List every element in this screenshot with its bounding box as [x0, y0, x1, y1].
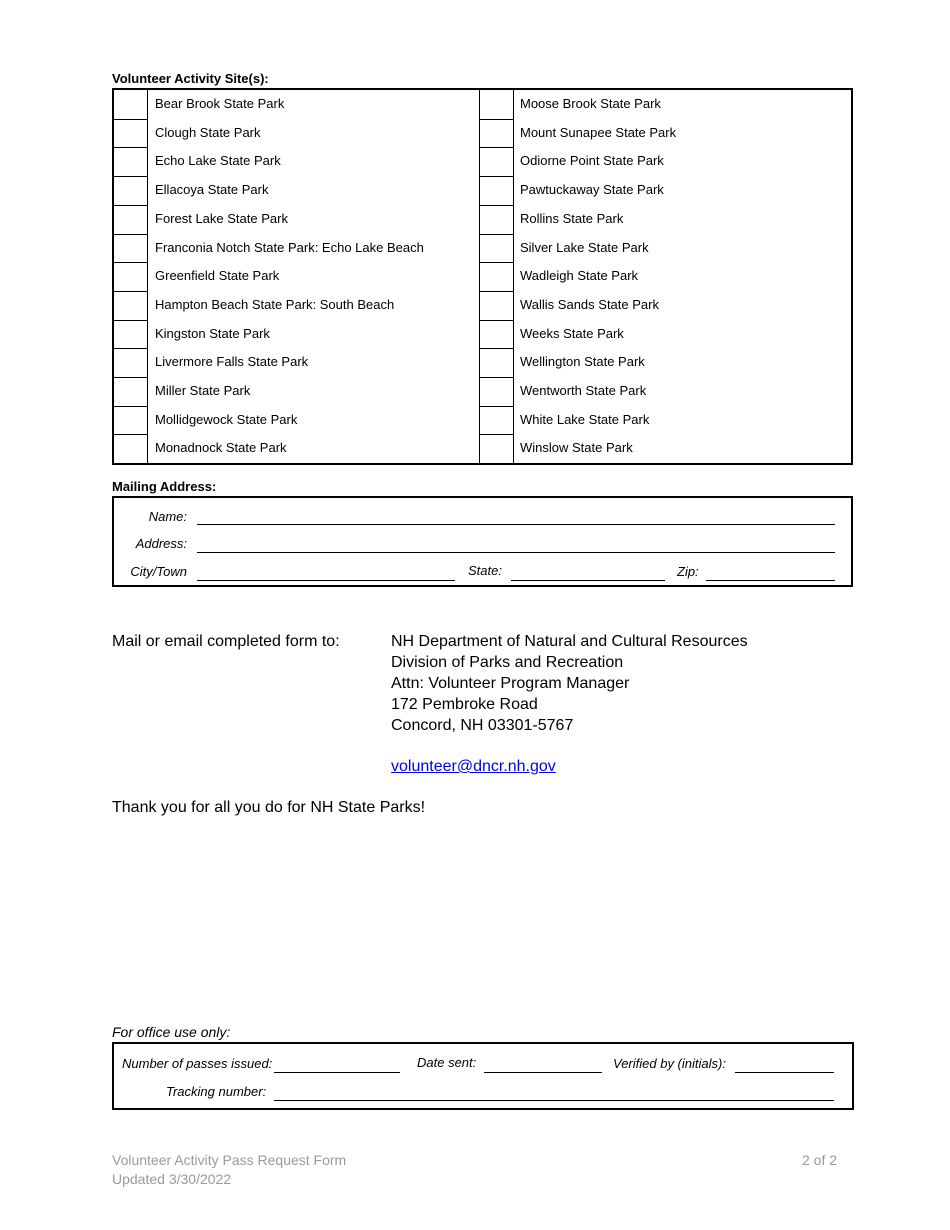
park-checkbox[interactable]: [480, 434, 513, 463]
table-row: [114, 147, 851, 176]
park-name: Mollidgewock State Park: [155, 411, 298, 427]
park-name: Wentworth State Park: [520, 383, 647, 398]
park-checkbox[interactable]: [480, 320, 513, 349]
table-row: [114, 406, 851, 435]
park-checkbox[interactable]: [114, 234, 147, 263]
park-checkbox[interactable]: [114, 176, 147, 205]
table-row: [114, 348, 851, 377]
park-checkbox[interactable]: [114, 90, 147, 119]
tracking-field[interactable]: [274, 1084, 834, 1101]
park-name: Echo Lake State Park: [155, 153, 281, 169]
address-line: NH Department of Natural and Cultural Resources: [391, 633, 748, 650]
park-name: Weeks State Park: [520, 325, 624, 341]
park-name: Miller State Park: [155, 383, 251, 398]
park-name: Forest Lake State Park: [155, 210, 288, 226]
table-row: [114, 291, 851, 320]
name-field[interactable]: [197, 508, 835, 525]
park-checkbox[interactable]: [114, 291, 147, 320]
park-name: Rollins State Park: [520, 210, 624, 226]
park-name: Kingston State Park: [155, 325, 270, 341]
park-name: White Lake State Park: [520, 411, 650, 427]
sites-title: Volunteer Activity Site(s):: [112, 71, 269, 86]
address-line: Concord, NH 03301-5767: [391, 717, 574, 734]
park-checkbox[interactable]: [480, 119, 513, 148]
mailing-address-box: [112, 496, 853, 587]
park-name: Wadleigh State Park: [520, 268, 639, 284]
footer-updated: Updated 3/30/2022: [112, 1171, 232, 1187]
thank-you-text: Thank you for all you do for NH State Parks!: [112, 799, 426, 816]
date-sent-field[interactable]: [484, 1056, 602, 1073]
address-line: Attn: Volunteer Program Manager: [391, 675, 630, 692]
park-checkbox[interactable]: [114, 320, 147, 349]
address-line: Division of Parks and Recreation: [391, 654, 624, 671]
date-sent-label: Date sent:: [417, 1055, 477, 1070]
park-name: Odiorne Point State Park: [520, 153, 664, 169]
park-checkbox[interactable]: [480, 234, 513, 263]
park-checkbox[interactable]: [114, 119, 147, 148]
park-checkbox[interactable]: [114, 147, 147, 176]
mail-to-address: [391, 631, 748, 736]
footer-form-name: Volunteer Activity Pass Request Form: [112, 1152, 347, 1168]
park-name: Wallis Sands State Park: [520, 296, 659, 312]
park-name: Bear Brook State Park: [155, 96, 285, 111]
mailing-title: Mailing Address:: [112, 479, 217, 494]
park-checkbox[interactable]: [480, 406, 513, 435]
park-checkbox[interactable]: [114, 434, 147, 463]
footer-page-number: 2 of 2: [802, 1152, 838, 1168]
address-field[interactable]: [197, 536, 835, 553]
verified-field[interactable]: [735, 1056, 834, 1073]
state-label: State:: [468, 563, 502, 578]
park-name: Livermore Falls State Park: [155, 354, 309, 370]
park-checkbox[interactable]: [114, 205, 147, 234]
park-name: Greenfield State Park: [155, 268, 280, 284]
park-name: Silver Lake State Park: [520, 239, 649, 255]
park-name: Ellacoya State Park: [155, 182, 269, 198]
park-name: Winslow State Park: [520, 440, 633, 456]
park-name: Mount Sunapee State Park: [520, 124, 677, 140]
table-row: [114, 205, 851, 234]
table-row: [114, 176, 851, 205]
zip-field[interactable]: [706, 564, 835, 581]
park-name: Clough State Park: [155, 124, 261, 140]
city-label: City/Town: [130, 564, 187, 579]
park-checkbox[interactable]: [480, 90, 513, 119]
park-sites-table: [112, 88, 853, 465]
table-row: [114, 434, 851, 463]
city-field[interactable]: [197, 564, 455, 581]
park-name: Franconia Notch State Park: Echo Lake Beach: [155, 239, 424, 255]
park-checkbox[interactable]: [480, 291, 513, 320]
tracking-label: Tracking number:: [166, 1084, 267, 1099]
park-checkbox[interactable]: [480, 348, 513, 377]
verified-label: Verified by (initials):: [613, 1056, 726, 1071]
park-name: Wellington State Park: [520, 354, 645, 370]
park-name: Pawtuckaway State Park: [520, 182, 664, 198]
table-row: [114, 234, 851, 263]
table-row: [114, 262, 851, 291]
state-field[interactable]: [511, 564, 665, 581]
table-row: [114, 90, 851, 119]
email-link[interactable]: volunteer@dncr.nh.gov: [391, 758, 556, 775]
mail-to-label: Mail or email completed form to:: [112, 633, 340, 650]
table-row: [114, 377, 851, 406]
park-checkbox[interactable]: [114, 406, 147, 435]
passes-label: Number of passes issued:: [122, 1056, 273, 1071]
park-checkbox[interactable]: [480, 262, 513, 291]
address-label: Address:: [135, 536, 187, 551]
address-line: 172 Pembroke Road: [391, 696, 538, 713]
park-name: Monadnock State Park: [155, 440, 287, 456]
park-checkbox[interactable]: [480, 377, 513, 406]
park-checkbox[interactable]: [114, 348, 147, 377]
park-checkbox[interactable]: [114, 377, 147, 406]
park-checkbox[interactable]: [114, 262, 147, 291]
park-name: Moose Brook State Park: [520, 96, 661, 111]
zip-label: Zip:: [677, 564, 699, 579]
office-use-title: For office use only:: [112, 1024, 231, 1040]
park-checkbox[interactable]: [480, 147, 513, 176]
park-name: Hampton Beach State Park: South Beach: [155, 296, 395, 312]
name-label: Name:: [148, 509, 187, 524]
table-row: [114, 320, 851, 349]
office-use-box: [112, 1042, 854, 1110]
park-checkbox[interactable]: [480, 176, 513, 205]
park-checkbox[interactable]: [480, 205, 513, 234]
table-row: [114, 119, 851, 148]
passes-field[interactable]: [274, 1056, 400, 1073]
